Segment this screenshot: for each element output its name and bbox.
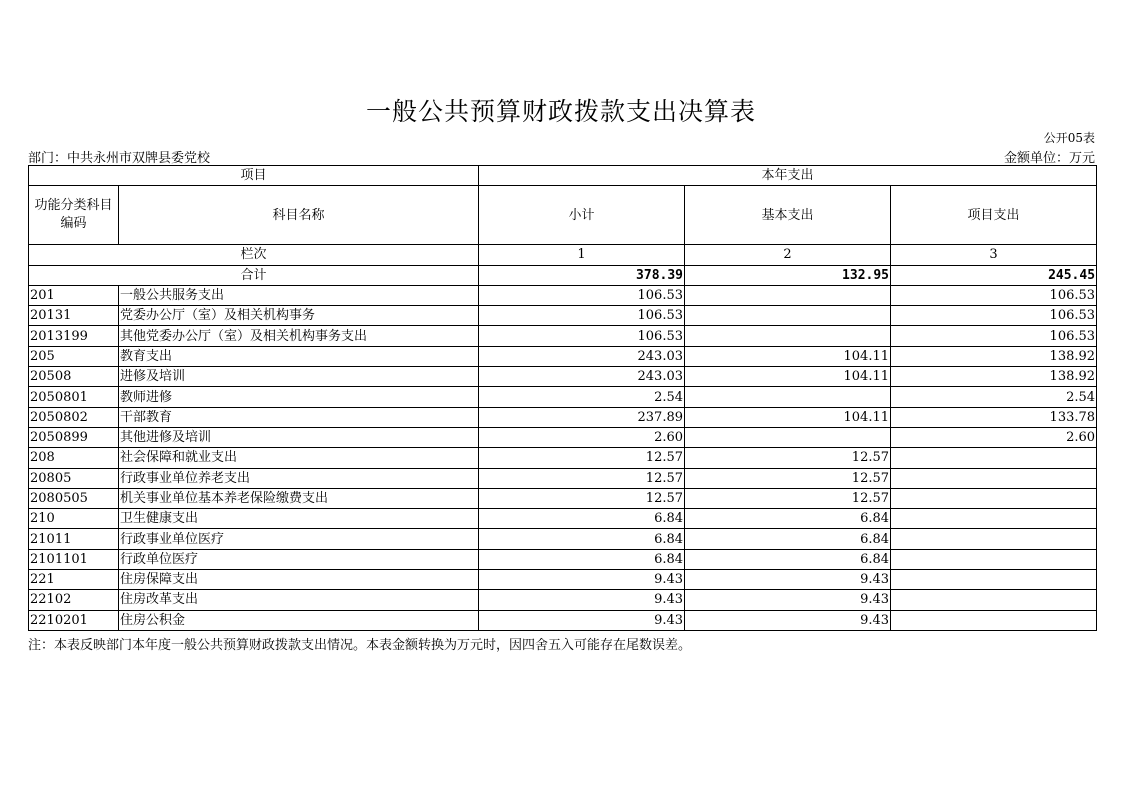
row-program	[891, 570, 1097, 590]
row-basic: 12.57	[685, 468, 891, 488]
row-program: 2.54	[891, 387, 1097, 407]
column-2: 2	[685, 245, 891, 265]
header-code: 功能分类科目编码	[29, 186, 119, 245]
row-basic: 6.84	[685, 509, 891, 529]
row-subtotal: 6.84	[479, 509, 685, 529]
header-program: 项目支出	[891, 186, 1097, 245]
row-name: 卫生健康支出	[119, 509, 479, 529]
row-code: 2101101	[29, 549, 119, 569]
header-project: 项目	[29, 166, 479, 186]
table-number: 公开05表	[1043, 131, 1095, 145]
row-basic: 6.84	[685, 529, 891, 549]
total-program: 245.45	[891, 265, 1097, 285]
expenditure-table	[28, 165, 1097, 631]
row-code: 21011	[29, 529, 119, 549]
table-row	[29, 427, 1097, 447]
row-subtotal: 2.60	[479, 427, 685, 447]
row-name: 党委办公厅（室）及相关机构事务	[119, 306, 479, 326]
row-code: 208	[29, 448, 119, 468]
row-subtotal: 6.84	[479, 549, 685, 569]
row-code: 20805	[29, 468, 119, 488]
unit-label: 金额单位：万元	[1003, 151, 1095, 166]
row-code: 2050801	[29, 387, 119, 407]
row-subtotal: 243.03	[479, 346, 685, 366]
row-code: 201	[29, 285, 119, 305]
row-code: 221	[29, 570, 119, 590]
row-subtotal: 12.57	[479, 488, 685, 508]
row-subtotal: 243.03	[479, 367, 685, 387]
row-code: 2050802	[29, 407, 119, 427]
total-subtotal: 378.39	[479, 265, 685, 285]
row-code: 210	[29, 509, 119, 529]
row-basic: 104.11	[685, 407, 891, 427]
row-subtotal: 237.89	[479, 407, 685, 427]
row-basic	[685, 306, 891, 326]
row-name: 进修及培训	[119, 367, 479, 387]
row-program: 2.60	[891, 427, 1097, 447]
row-basic	[685, 285, 891, 305]
row-subtotal: 9.43	[479, 570, 685, 590]
row-program: 106.53	[891, 326, 1097, 346]
table-row	[29, 549, 1097, 569]
row-name: 行政单位医疗	[119, 549, 479, 569]
footnote: 注：本表反映部门本年度一般公共预算财政拨款支出情况。本表金额转换为万元时，因四舍五入可能存在尾数误差。	[28, 638, 692, 653]
row-name: 教育支出	[119, 346, 479, 366]
table-row	[29, 570, 1097, 590]
row-code: 2080505	[29, 488, 119, 508]
table-row	[29, 610, 1097, 630]
row-program: 133.78	[891, 407, 1097, 427]
row-program	[891, 448, 1097, 468]
row-code: 20131	[29, 306, 119, 326]
row-name: 其他进修及培训	[119, 427, 479, 447]
row-basic: 104.11	[685, 346, 891, 366]
row-program: 106.53	[891, 285, 1097, 305]
row-basic	[685, 427, 891, 447]
row-program	[891, 549, 1097, 569]
table-row	[29, 448, 1097, 468]
row-code: 205	[29, 346, 119, 366]
row-name: 住房公积金	[119, 610, 479, 630]
row-subtotal: 12.57	[479, 468, 685, 488]
row-subtotal: 106.53	[479, 326, 685, 346]
table-row	[29, 529, 1097, 549]
total-basic: 132.95	[685, 265, 891, 285]
table-row	[29, 346, 1097, 366]
row-name: 其他党委办公厅（室）及相关机构事务支出	[119, 326, 479, 346]
row-basic: 6.84	[685, 549, 891, 569]
column-number-row	[29, 245, 1097, 265]
row-subtotal: 2.54	[479, 387, 685, 407]
row-program	[891, 610, 1097, 630]
row-subtotal: 9.43	[479, 590, 685, 610]
header-current-year: 本年支出	[479, 166, 1097, 186]
row-program: 138.92	[891, 346, 1097, 366]
table-row	[29, 407, 1097, 427]
row-code: 2210201	[29, 610, 119, 630]
table-row	[29, 488, 1097, 508]
total-label: 合计	[29, 265, 479, 285]
header-name: 科目名称	[119, 186, 479, 245]
row-program: 106.53	[891, 306, 1097, 326]
table-row	[29, 367, 1097, 387]
table-row	[29, 509, 1097, 529]
table-row	[29, 306, 1097, 326]
row-program	[891, 590, 1097, 610]
row-name: 干部教育	[119, 407, 479, 427]
table-row	[29, 285, 1097, 305]
row-program	[891, 509, 1097, 529]
row-name: 行政事业单位养老支出	[119, 468, 479, 488]
row-name: 一般公共服务支出	[119, 285, 479, 305]
table-row	[29, 326, 1097, 346]
header-basic: 基本支出	[685, 186, 891, 245]
row-code: 22102	[29, 590, 119, 610]
row-code: 20508	[29, 367, 119, 387]
header-row-1	[29, 166, 1097, 186]
row-program: 138.92	[891, 367, 1097, 387]
row-program	[891, 529, 1097, 549]
column-1: 1	[479, 245, 685, 265]
row-subtotal: 12.57	[479, 448, 685, 468]
row-basic: 104.11	[685, 367, 891, 387]
row-program	[891, 488, 1097, 508]
row-name: 住房保障支出	[119, 570, 479, 590]
total-row	[29, 265, 1097, 285]
row-program	[891, 468, 1097, 488]
column-label: 栏次	[29, 245, 479, 265]
table-row	[29, 387, 1097, 407]
row-basic: 9.43	[685, 610, 891, 630]
row-subtotal: 106.53	[479, 285, 685, 305]
row-name: 教师进修	[119, 387, 479, 407]
table-row	[29, 468, 1097, 488]
row-subtotal: 6.84	[479, 529, 685, 549]
header-subtotal: 小计	[479, 186, 685, 245]
row-name: 机关事业单位基本养老保险缴费支出	[119, 488, 479, 508]
row-basic: 9.43	[685, 570, 891, 590]
row-subtotal: 9.43	[479, 610, 685, 630]
header-row-2	[29, 186, 1097, 245]
row-code: 2050899	[29, 427, 119, 447]
row-subtotal: 106.53	[479, 306, 685, 326]
row-basic: 9.43	[685, 590, 891, 610]
row-basic: 12.57	[685, 488, 891, 508]
row-name: 行政事业单位医疗	[119, 529, 479, 549]
row-basic	[685, 326, 891, 346]
row-code: 2013199	[29, 326, 119, 346]
row-basic: 12.57	[685, 448, 891, 468]
table-row	[29, 590, 1097, 610]
row-name: 住房改革支出	[119, 590, 479, 610]
row-basic	[685, 387, 891, 407]
department-label: 部门：中共永州市双牌县委党校	[28, 151, 211, 166]
column-3: 3	[891, 245, 1097, 265]
document-title: 一般公共预算财政拨款支出决算表	[365, 97, 756, 126]
row-name: 社会保障和就业支出	[119, 448, 479, 468]
